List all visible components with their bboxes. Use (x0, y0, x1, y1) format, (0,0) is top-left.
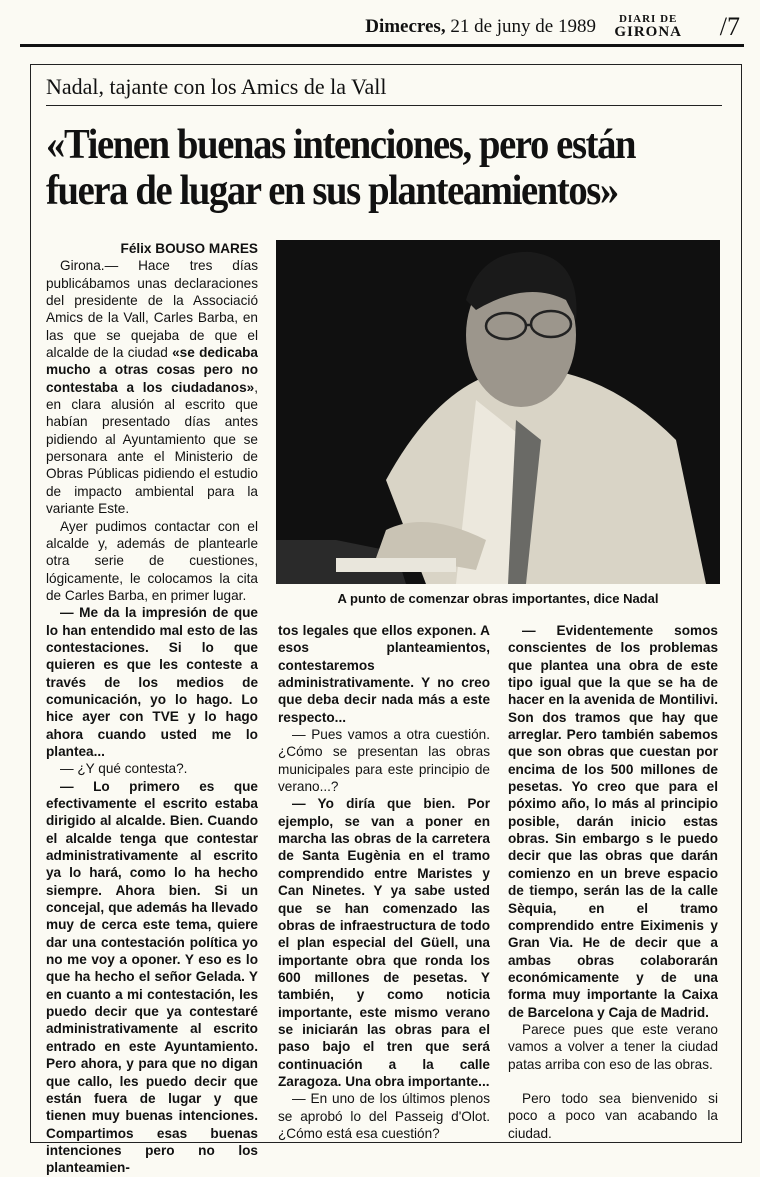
byline: Félix BOUSO MARES (120, 241, 258, 256)
portrait-photo (276, 240, 720, 584)
question-paragraph: — ¿Y qué contesta?. (60, 761, 188, 777)
article-headline: «Tienen buenas intenciones, pero están fuera de lugar en sus planteamientos» (46, 122, 636, 214)
lead-paragraph: Girona.— Hace tres días publicábamos unas declaraciones del presidente de la Associació Amics de la Vall, Carles Barba, en las que se quejaba de que el alcalde de la ciudad «se dedicaba mucho a otras cosas pero no contestaba a los ciudadanos», en clara alusión al escrito que habían presentado días antes pidiendo al Ayuntamiento que se personara ante el Ministerio de Obras Públicas pidiendo el estudio de impacto ambiental para la variante Este. (46, 258, 258, 517)
question-paragraph: — Pues vamos a otra cuestión. ¿Cómo se presentan las obras municipales para este principio de verano...? (278, 727, 490, 795)
article-column-2 (278, 622, 490, 1142)
paragraph: Ayer pudimos contactar con el alcalde y, además de plantearle otra serie de cuestiones, lógicamente, le colocamos la cita de Carles Barba, en primer lugar. (46, 518, 258, 603)
newspaper-header (20, 14, 744, 47)
article-kicker: Nadal, tajante con los Amics de la Vall (46, 74, 722, 106)
page-number: /7 (719, 12, 740, 41)
newspaper-logo: DIARI DE GIRONA (614, 13, 682, 40)
article-photo (276, 240, 720, 584)
article-column-3 (508, 622, 718, 1142)
answer-paragraph: — Me da la impresión de que lo han entendido mal esto de las contestaciones. Si lo que quieren es que les conteste a través de los medios de comunicación, yo lo hago. Lo hice ayer con TVE y lo hago ahora cuando usted me lo plantea... (46, 605, 258, 759)
article-column-1 (46, 240, 258, 1177)
answer-paragraph: tos legales que ellos exponen. A esos planteamientos, contestaremos administrativamente. Y no creo que deba decir nada más a este respecto... (278, 623, 490, 725)
photo-caption: A punto de comenzar obras importantes, dice Nadal (337, 591, 659, 606)
issue-date: Dimecres, 21 de juny de 1989 (365, 16, 596, 37)
closing-paragraph: Pero todo sea bienvenido si poco a poco van acabando la ciudad. (508, 1090, 718, 1141)
answer-paragraph: — Lo primero es que efectivamente el escrito estaba dirigido al alcalde. Bien. Cuando el alcalde tenga que contestar administrativamente al escrito ya lo hará, como lo ha hecho siempre. Ahora bien. Si un concejal, que además ha llevado muy de cerca este tema, quiere dar una contestación política yo no me voy a oponer. Y eso es lo que ha hecho el señor Gelada. Y en cuanto a mi contestación, les puedo decir que ya contestaré administrativamente al escrito entrado en este Ayuntamiento. Pero ahora, y para que no digan que callo, les puedo decir que están fuera de lugar y que tienen muy buenas intenciones. Compartimos esas buenas intenciones pero no los planteamien- (46, 778, 258, 1176)
paragraph: Parece pues que este verano vamos a volver a tener la ciudad patas arriba con eso de las obras. (508, 1021, 718, 1072)
answer-paragraph: — Yo diría que bien. Por ejemplo, se van a poner en marcha las obras de la carretera de Santa Eugènia en el tramo comprendido entre Maristes y Can Ninetes. Y ya sabe usted que se han comenzado las obras de infraestructura de todo el plan especial del Güell, una importante obra que ronda los 600 millones de pesetas. Y también, y como noticia importante, este mismo verano se iniciarán las obras para el paso bajo el tren que será continuación a la calle Zaragoza. Una obra importante... (278, 796, 490, 1089)
answer-paragraph: — Evidentemente somos conscientes de los problemas que plantea una obra de este tipo igual que la que se ha de hacer en la avenida de Montilivi. Son dos tramos que hay que arreglar. Pero también sabemos que son obras que cuestan por encima de los 500 millones de pesetas. Yo creo que para el póximo año, lo más al principio posible, darán inicio estas obras. Sin embargo s le puedo decir que las obras que darán comienzo en un breve espacio de tiempo, serán las de la calle Sèquia, en el tramo comprendido entre Eiximenis y Gran Via. He de decir que a ambas obras colaborarán económicamente y de una forma muy importante la Caixa de Barcelona y Caja de Madrid. (508, 623, 718, 1020)
question-paragraph: — En uno de los últimos plenos se aprobó lo del Passeig d'Olot. ¿Cómo está esa cuestión? (278, 1091, 490, 1141)
